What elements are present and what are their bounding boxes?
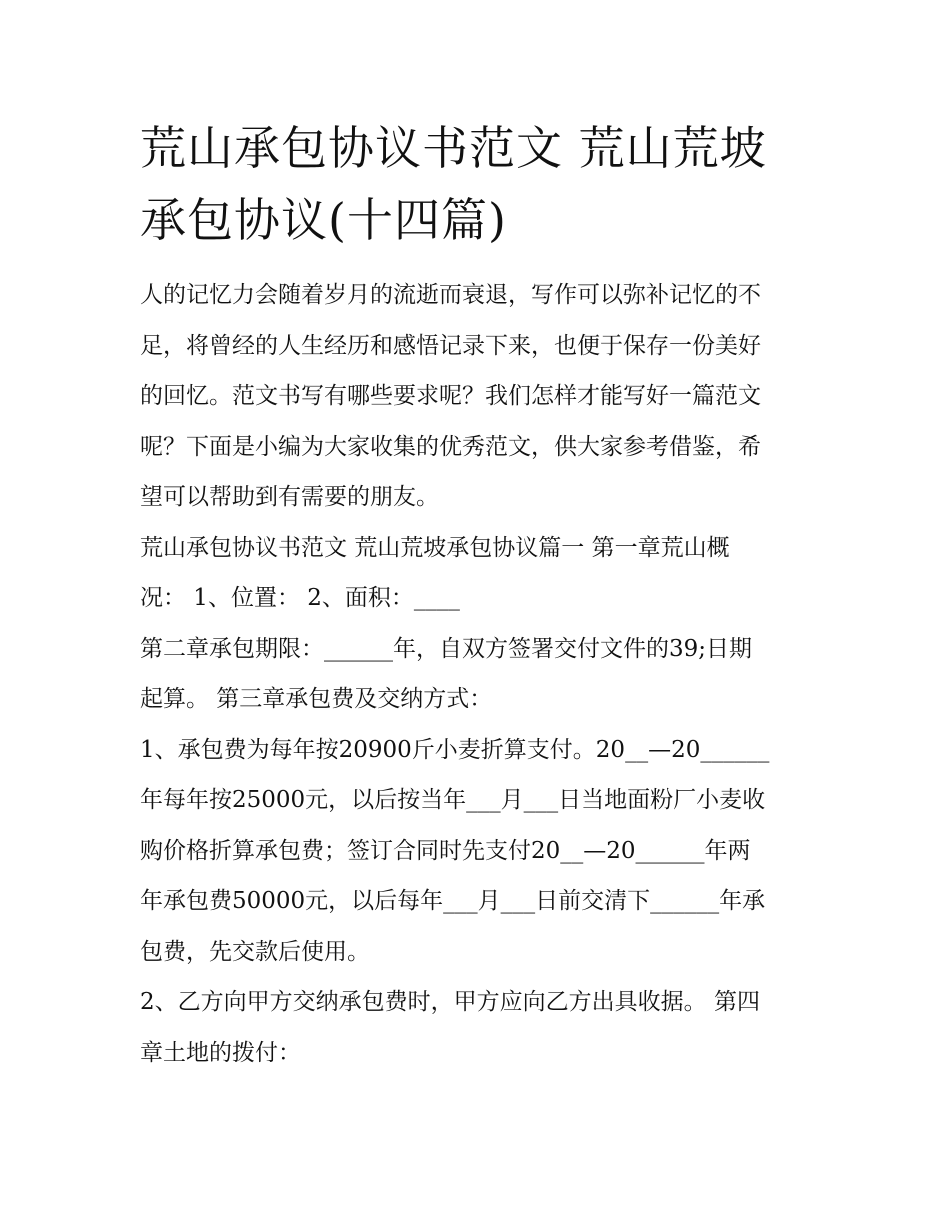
document-page: [140, 112, 812, 1078]
fee-clause-paragraph: 1、承包费为每年按20900斤小麦折算支付。20__—20______ 年每年按25000元，以后按当年___月___日当地面粉厂小麦收 购价格折算承包费；签订合同时先支付20__—20______年两 年承包费50000元，以后每年___月___日前交清下______年承 包费，先交款后使用。: [140, 736, 770, 965]
intro-paragraph: 人的记忆力会随着岁月的流逝而衰退，写作可以弥补记忆的不 足，将曾经的人生经历和感悟记录下来，也便于保存一份美好 的回忆。范文书写有哪些要求呢？我们怎样才能写好一篇范文 呢？下面是小编为大家收集的优秀范文，供大家参考借鉴，希 望可以帮助到有需要的朋友。: [140, 282, 761, 510]
chapter-two-paragraph: 第二章承包期限：______年，自双方签署交付文件的39;日期 起算。 第三章承包费及交纳方式：: [140, 635, 753, 712]
receipt-clause-paragraph: 2、乙方向甲方交纳承包费时，甲方应向乙方出具收据。 第四 章土地的拨付：: [140, 989, 760, 1066]
document-title: 荒山承包协议书范文 荒山荒坡 承包协议(十四篇): [140, 121, 767, 247]
chapter-one-paragraph: 荒山承包协议书范文 荒山荒坡承包协议篇一 第一章荒山概 况： 1、位置： 2、面积：____: [140, 534, 730, 611]
